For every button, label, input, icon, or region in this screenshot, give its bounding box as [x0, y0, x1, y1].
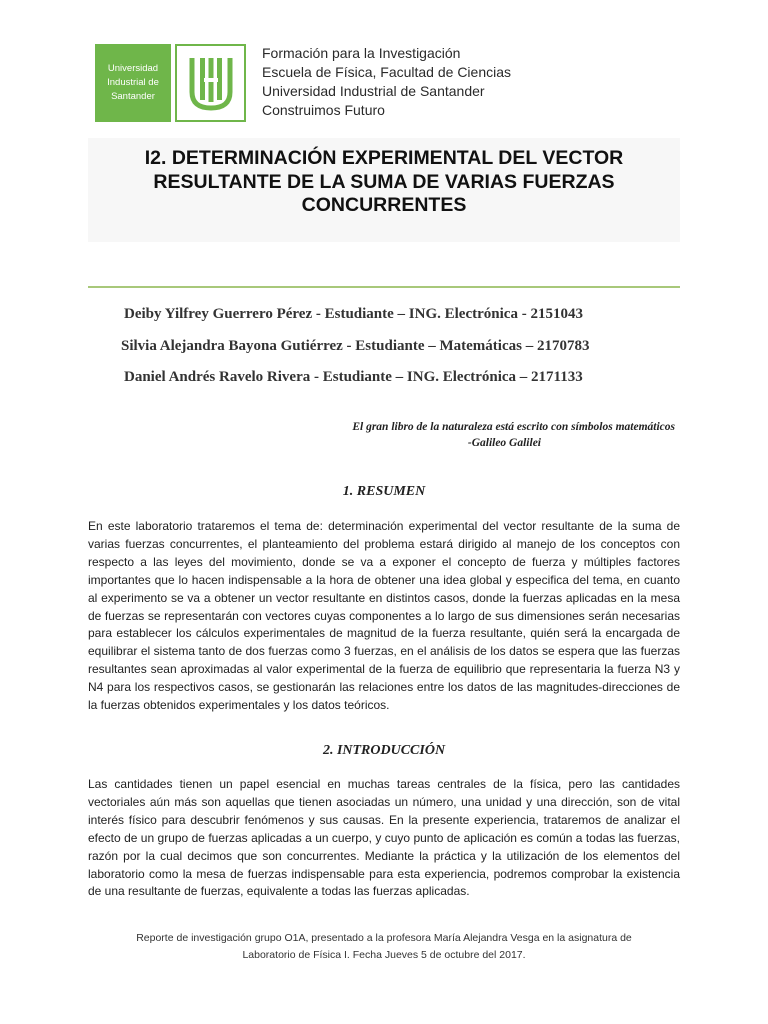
- logo-line: Santander: [111, 90, 155, 102]
- title-line: CONCURRENTES: [301, 194, 467, 216]
- section-body-resumen: En este laboratorio trataremos el tema de: determinación experimental del vector resultante de la suma de varias fuerzas concurrentes, el planteamiento del problema estará dirigido al manejo de los conceptos con respecto a las leyes del movimiento, donde se va a exponer el concepto de fuerza y múltiples factores importantes que lo hacen indispensable a la hora de obtener una idea global y especifica del tema, en cuanto al experimento se va a obtener un vector resultante en distintos casos, donde la fuerzas aplicadas en la mesa de fuerzas se representarán con vectores cuyas componentes a lo largo de sus dimensiones serán necesarias para establecer los cálculos experimentales de magnitud de la fuerza resultante, quién será la encargada de equilibrar el sistema tanto de dos fuerzas como 3 fuerzas, en el análisis de los datos se espera que las fuerzas resultantes sean aproximadas al valor experimental de la fuerza de equilibrio que representaria la fuerza N3 y N4 para los respectivos casos, se gestionarán las relaciones entre los datos de las magnitudes-direcciones de la fuerzas obtenidos experimentales y los datos teóricos.: [88, 519, 680, 713]
- title-line: RESULTANTE DE LA SUMA DE VARIAS FUERZAS: [153, 170, 615, 193]
- footer-line: Laboratorio de Física I. Fecha Jueves 5 de octubre del 2017.: [242, 949, 526, 961]
- epigraph-text: El gran libro de la naturaleza está escrito con símbolos matemáticos: [352, 421, 675, 433]
- document-title: [88, 147, 680, 218]
- epigraph-author: -Galileo Galilei: [467, 437, 541, 449]
- section-body-introduccion: Las cantidades tienen un papel esencial en muchas tareas centrales de la física, pero las cantidades vectoriales aún más son aquellas que tienen asociadas un número, una unidad y una dirección, son de vital interés físico para descubrir fenómenos y sus causas. En la presente experiencia, trataremos de analizar el efecto de un grupo de fuerzas aplicadas a un cuerpo, y cuyo punto de aplicación es común a todas las fuerzas, razón por la cual decimos que son concurrentes. Mediante la práctica y la utilización de los elementos del laboratorio como la mesa de fuerzas indispensable para esta experiencia, podremos comprobar la existencia de una resultante de fuerzas, equivalente a todas las fuerzas aplicadas.: [88, 777, 680, 899]
- author-entry: Silvia Alejandra Bayona Gutiérrez - Estudiante – Matemáticas – 2170783: [121, 338, 590, 354]
- university-logo-text-block: [95, 44, 171, 122]
- header-line: Construimos Futuro: [262, 102, 385, 118]
- author-entry: Deiby Yilfrey Guerrero Pérez - Estudiante – ING. Electrónica - 2151043: [124, 306, 583, 322]
- uis-logo: [175, 44, 246, 122]
- epigraph: [88, 419, 675, 451]
- header-line: Escuela de Física, Facultad de Ciencias: [262, 64, 512, 80]
- logo-line: Industrial de: [107, 77, 159, 89]
- section-heading-resumen: 1. RESUMEN: [342, 484, 426, 499]
- uis-emblem-icon: [186, 52, 236, 114]
- title-line: I2. DETERMINACIÓN EXPERIMENTAL DEL VECTOR: [144, 147, 624, 169]
- header-line: Universidad Industrial de Santander: [262, 83, 485, 99]
- header-line: Formación para la Investigación: [262, 45, 461, 61]
- institution-header: [262, 44, 511, 120]
- page-footer: [88, 930, 680, 964]
- footer-line: Reporte de investigación grupo O1A, presentado a la profesora María Alejandra Vesga en la asignatura de: [136, 932, 632, 944]
- logo-line: Universidad: [107, 63, 159, 75]
- title-divider: [88, 286, 680, 288]
- section-heading-introduccion: 2. INTRODUCCIÓN: [322, 743, 446, 758]
- author-entry: Daniel Andrés Ravelo Rivera - Estudiante – ING. Electrónica – 2171133: [124, 369, 583, 385]
